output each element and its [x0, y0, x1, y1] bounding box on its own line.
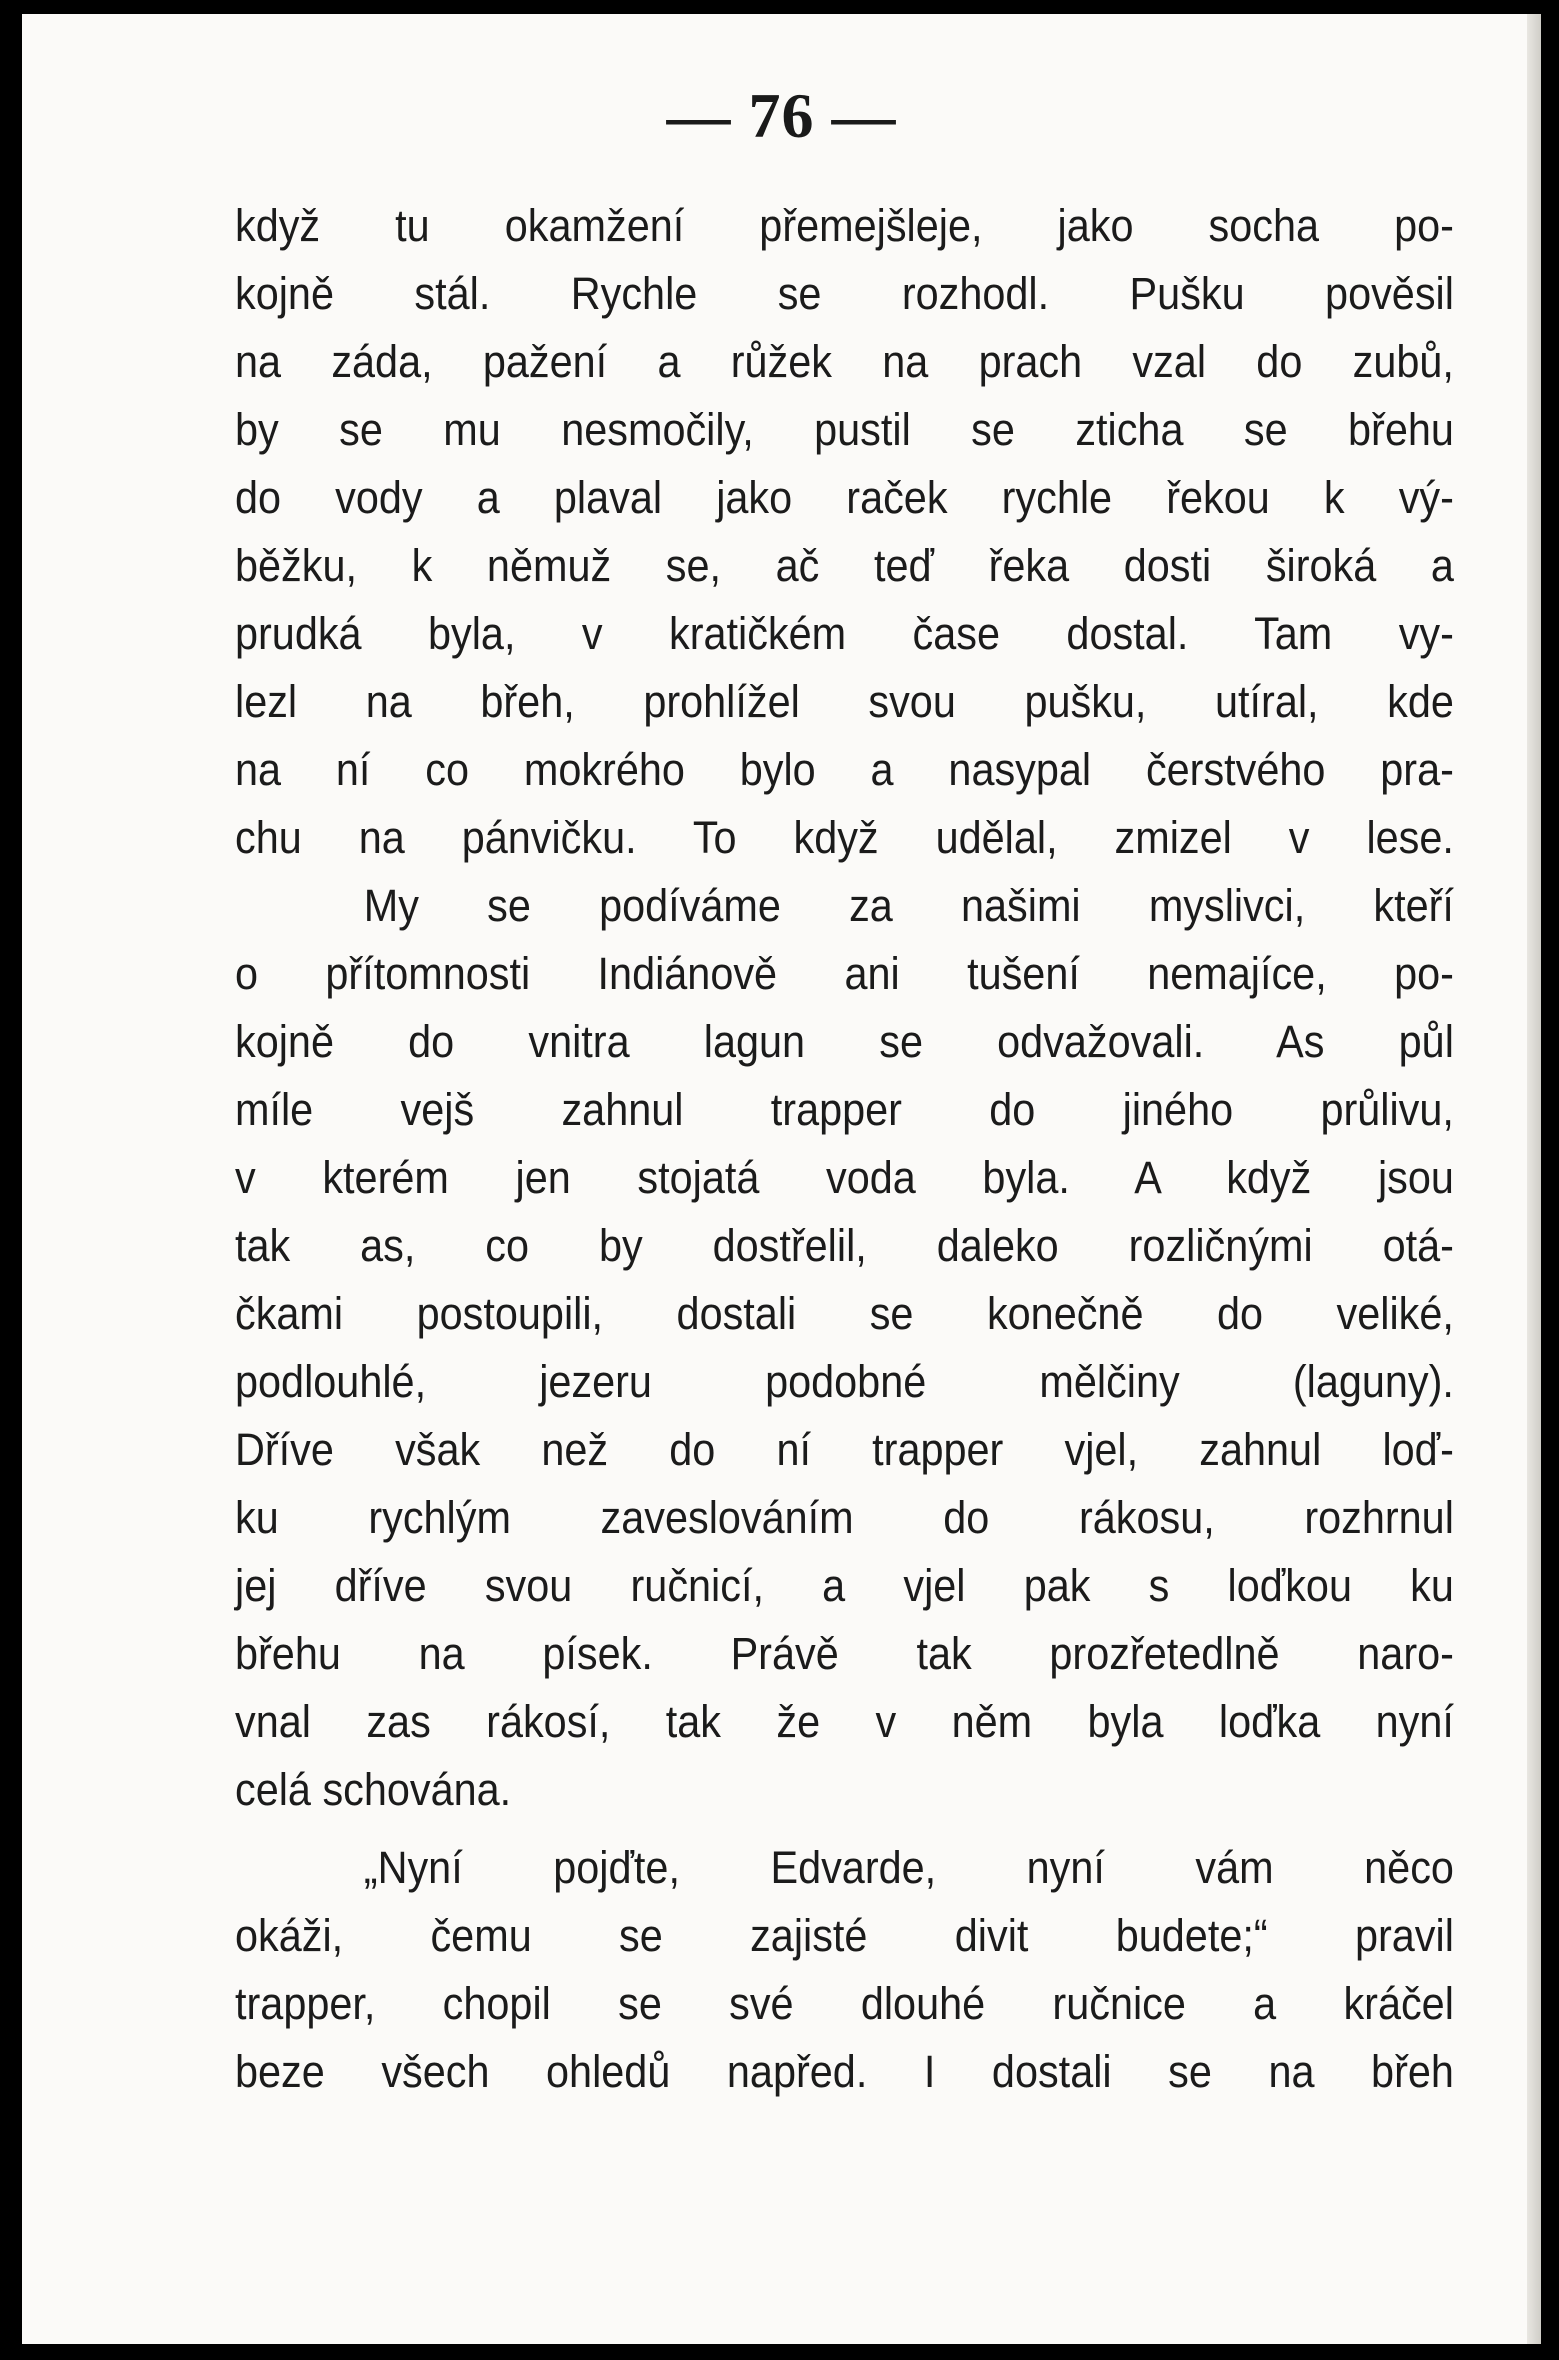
text-line: vnal zas rákosí, tak že v něm byla loďka nyní: [235, 1696, 1454, 1747]
text-line: celá schována.: [235, 1764, 512, 1815]
text-line: břehu na písek. Právě tak prozřetedlně naro-: [235, 1628, 1454, 1679]
page-edge: [1527, 14, 1541, 2344]
text-line: „Nyní pojďte, Edvarde, nyní vám něco: [363, 1842, 1454, 1893]
text-line: trapper, chopil se své dlouhé ručnice a kráčel: [235, 1978, 1454, 2029]
paragraph-gap: [235, 1824, 1455, 1834]
text-line: prudká byla, v kratičkém čase dostal. Tam vy-: [235, 608, 1454, 659]
book-page: [22, 14, 1541, 2344]
text-line: čkami postoupili, dostali se konečně do veliké,: [235, 1288, 1454, 1339]
text-line: kojně stál. Rychle se rozhodl. Pušku pověsil: [235, 268, 1454, 319]
text-line: beze všech ohledů napřed. I dostali se na břeh: [235, 2046, 1454, 2097]
text-line: podlouhlé, jezeru podobné mělčiny (laguny).: [235, 1356, 1454, 1407]
text-line: My se podíváme za našimi myslivci, kteří: [363, 880, 1454, 931]
text-line: běžku, k němuž se, ač teď řeka dosti široká a: [235, 540, 1454, 591]
text-line: by se mu nesmočily, pustil se zticha se břehu: [235, 404, 1454, 455]
text-line: na ní co mokrého bylo a nasypal čerstvého pra-: [235, 744, 1454, 795]
text-line: jej dříve svou ručnicí, a vjel pak s loďkou ku: [235, 1560, 1454, 1611]
text-line: chu na pánvičku. To když udělal, zmizel v lese.: [235, 812, 1454, 863]
text-line: tak as, co by dostřelil, daleko rozličnými otá-: [235, 1220, 1454, 1271]
text-line: okáži, čemu se zajisté divit budete;“ pravil: [235, 1910, 1454, 1961]
text-line: ku rychlým zaveslováním do rákosu, rozhrnul: [235, 1492, 1454, 1543]
text-line: na záda, pažení a růžek na prach vzal do zubů,: [235, 336, 1454, 387]
text-line: míle vejš zahnul trapper do jiného průlivu,: [235, 1084, 1454, 1135]
text-line: o přítomnosti Indiánově ani tušení nemajíce, po-: [235, 948, 1454, 999]
page-number: — 76 —: [666, 80, 897, 151]
text-line: kojně do vnitra lagun se odvažovali. As půl: [235, 1016, 1454, 1067]
text-line: Dříve však než do ní trapper vjel, zahnul loď-: [235, 1424, 1454, 1475]
body-text: [235, 192, 1455, 2106]
text-line: když tu okamžení přemejšleje, jako socha po-: [235, 200, 1454, 251]
text-line: do vody a plaval jako raček rychle řekou k vý-: [235, 472, 1454, 523]
text-line: v kterém jen stojatá voda byla. A když jsou: [235, 1152, 1454, 1203]
text-line: lezl na břeh, prohlížel svou pušku, utíral, kde: [235, 676, 1454, 727]
